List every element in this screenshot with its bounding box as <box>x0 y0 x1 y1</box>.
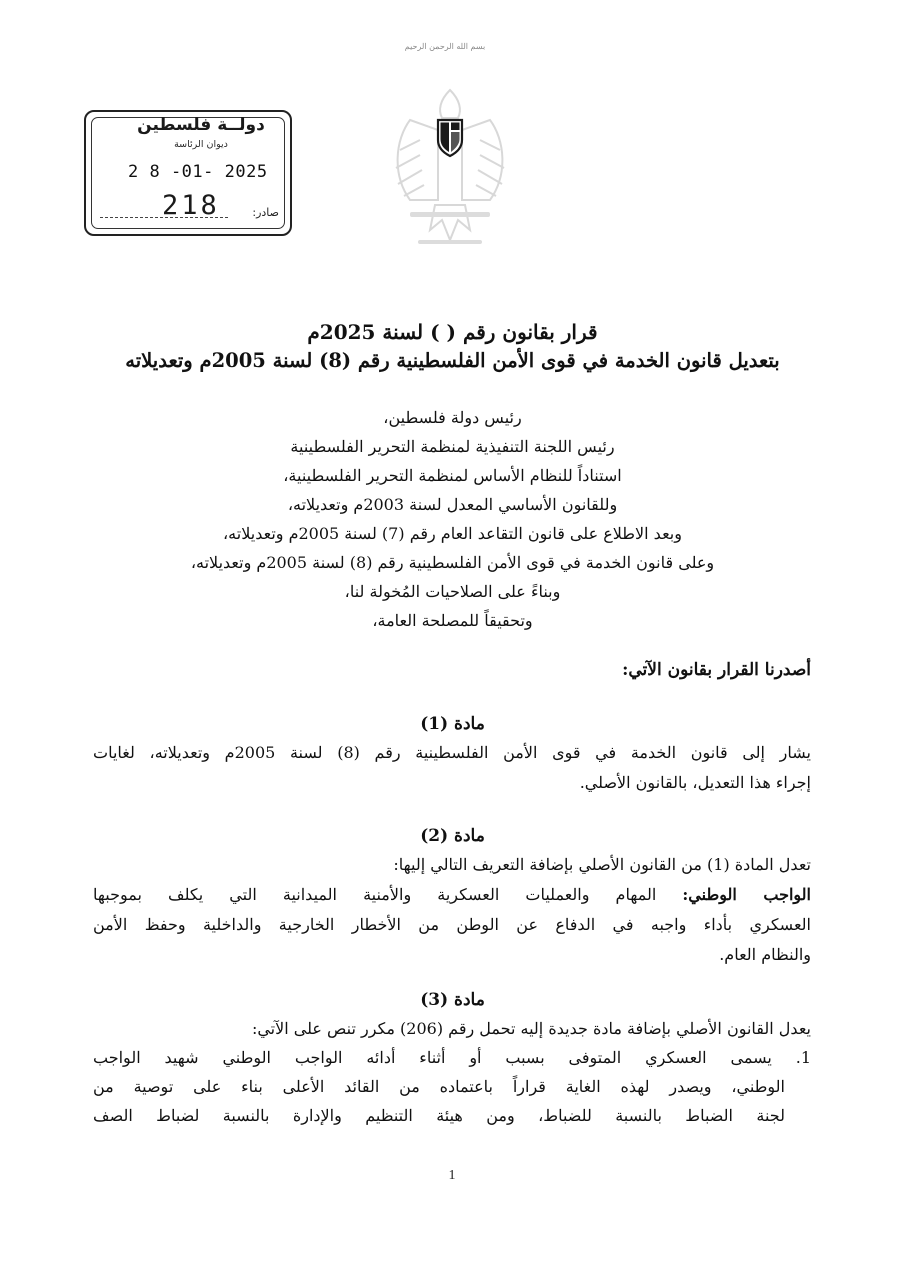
item-number: 1. <box>795 1048 811 1067</box>
decree-subtitle: بتعديل قانون الخدمة في قوى الأمن الفلسطينية رقم (8) لسنة 2005م وتعديلاته <box>125 349 780 372</box>
article-line: والنظام العام. <box>719 945 811 964</box>
article-2-definition-first <box>93 880 811 910</box>
preamble-line: وبناءً على الصلاحيات المُخولة لنا، <box>344 582 561 601</box>
article-line: إجراء هذا التعديل، بالقانون الأصلي. <box>579 773 811 792</box>
article-3-heading: مادة (3) <box>420 990 485 1010</box>
page-number: 1 <box>448 1168 456 1183</box>
palestine-eagle-emblem-icon <box>380 80 520 265</box>
article-3-intro: يعدل القانون الأصلي بإضافة مادة جديدة إليه تحمل رقم (206) مكرر تنص على الآتي: <box>251 1019 811 1038</box>
stamp-date: 2 8 -01- 2025 <box>128 162 268 182</box>
basmala-text: بسم الله الرحمن الرحيم <box>404 42 486 51</box>
stamp-subtitle: ديوان الرئاسة <box>174 139 228 150</box>
preamble-line: وبعد الاطلاع على قانون التقاعد العام رقم (7) لسنة 2005م وتعديلاته، <box>223 524 682 543</box>
preamble-line: وعلى قانون الخدمة في قوى الأمن الفلسطينية رقم (8) لسنة 2005م وتعديلاته، <box>190 553 715 572</box>
item-line: الوطني، ويصدر لهذه الغاية قراراً باعتماده من القائد الأعلى بناء على توصية من <box>93 1077 785 1096</box>
preamble-line: وللقانون الأساسي المعدل لسنة 2003م وتعديلاته، <box>287 495 618 514</box>
article-line: العسكري بأداء واجبه في الدفاع عن الوطن من الأخطار الخارجية والداخلية وحفظ الأمن <box>93 915 811 934</box>
registry-stamp <box>84 110 292 236</box>
stamp-number: 218 <box>162 190 220 221</box>
issued-statement: أصدرنا القرار بقانون الآتي: <box>622 660 811 680</box>
article-3-intro-block <box>93 1014 811 1044</box>
article-line: يشار إلى قانون الخدمة في قوى الأمن الفلسطينية رقم (8) لسنة 2005م وتعديلاته، لغايات <box>93 743 812 762</box>
article-2-intro: تعدل المادة (1) من القانون الأصلي بإضافة التعريف التالي إليها: <box>393 855 811 874</box>
item-text: يسمى العسكري المتوفى بسبب أو أثناء أدائه الواجب الوطني شهيد الواجب <box>93 1048 772 1067</box>
article-2-heading: مادة (2) <box>420 826 485 846</box>
definition-text: المهام والعمليات العسكرية والأمنية الميدانية التي يكلف بموجبها <box>93 885 683 904</box>
stamp-title: دولــة فلسطين <box>137 115 265 135</box>
preamble <box>80 403 825 635</box>
preamble-line: رئيس اللجنة التنفيذية لمنظمة التحرير الفلسطينية <box>290 437 615 456</box>
article-1-body <box>93 738 811 798</box>
stamp-number-line <box>100 217 228 218</box>
defined-term: الواجب الوطني: <box>682 885 811 904</box>
preamble-line: رئيس دولة فلسطين، <box>383 408 522 427</box>
stamp-label: صادر: <box>252 206 279 219</box>
item-first-line <box>93 1043 811 1072</box>
article-1-heading: مادة (1) <box>420 714 485 734</box>
preamble-line: وتحقيقاً للمصلحة العامة، <box>372 611 533 630</box>
decree-title: قرار بقانون رقم ( ) لسنة 2025م <box>307 320 598 344</box>
item-line: لجنة الضباط بالنسبة للضباط، ومن هيئة التنظيم والإدارة بالنسبة لضباط الصف <box>93 1106 785 1125</box>
article-2-body <box>93 850 811 970</box>
preamble-line: استناداً للنظام الأساس لمنظمة التحرير الفلسطينية، <box>283 466 622 485</box>
article-3-item-1 <box>93 1043 811 1130</box>
